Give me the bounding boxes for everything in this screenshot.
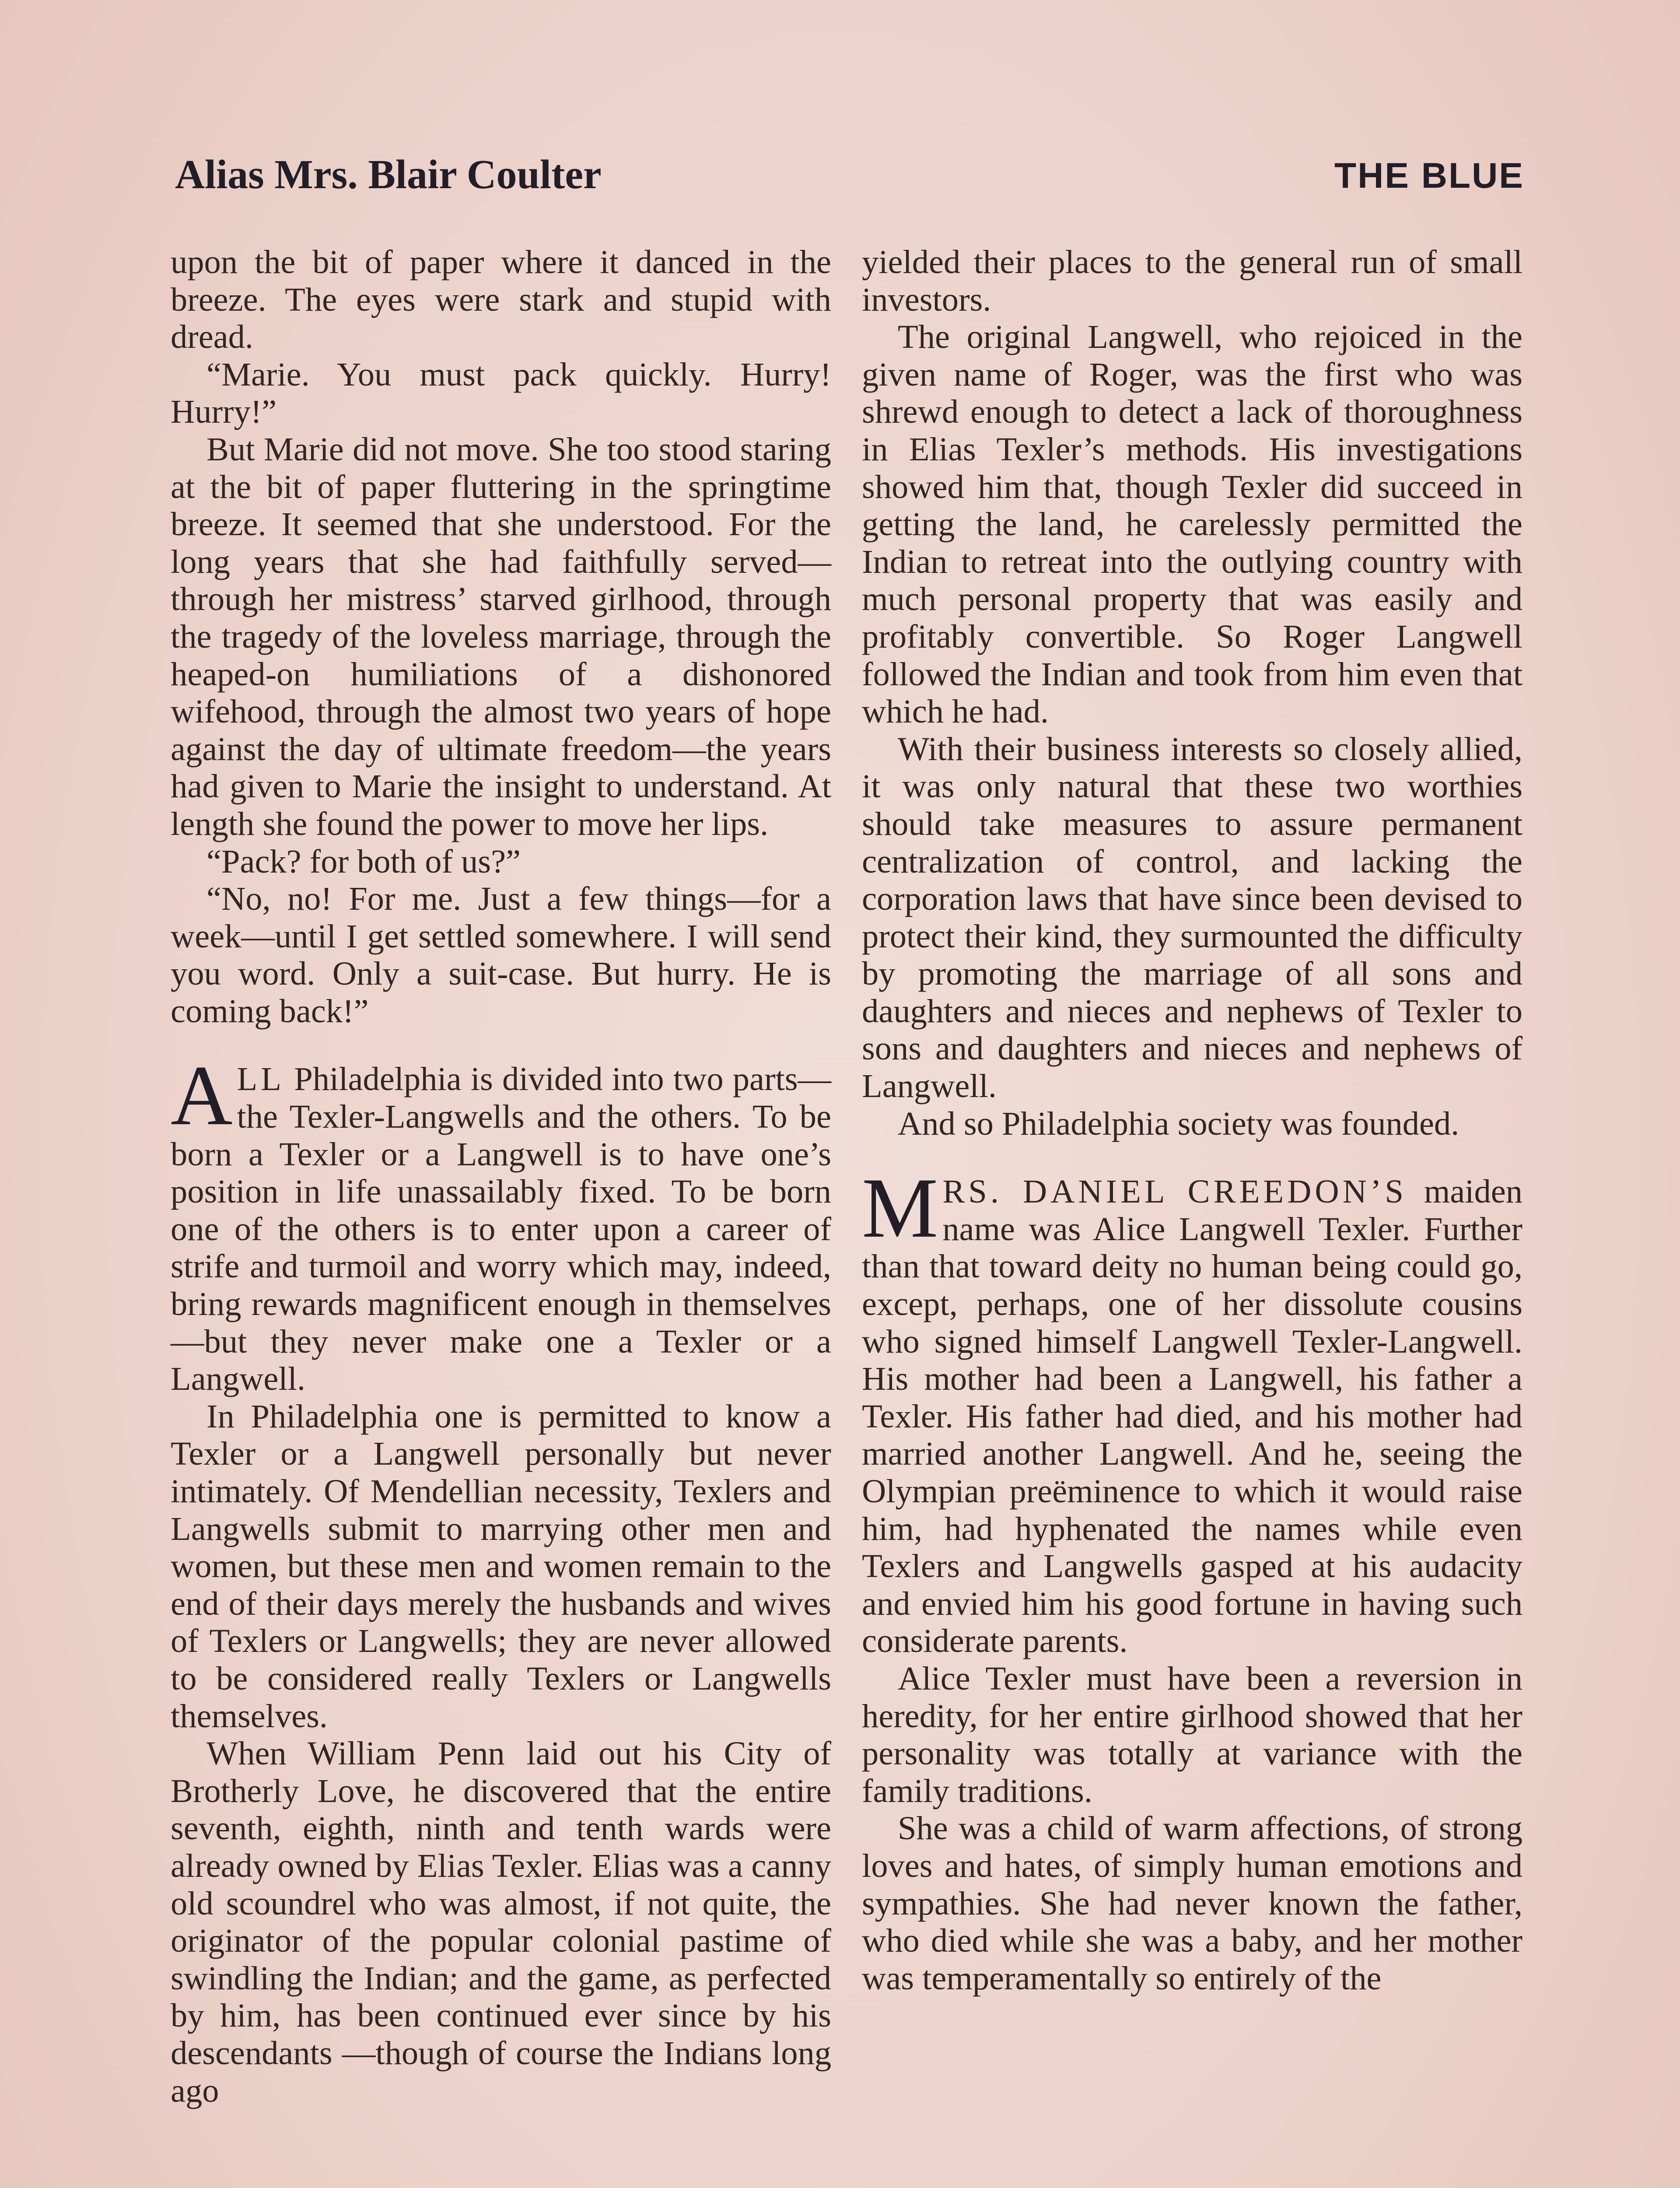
paragraph: yielded their places to the general run of small investors.: [862, 243, 1522, 318]
paragraph: “Marie. You must pack quickly. Hurry! Hurry!”: [171, 355, 831, 431]
left-column: [171, 243, 831, 2109]
paragraph: When William Penn laid out his City of Brotherly Love, he discovered that the entire seventh, eighth, ninth and tenth wards were already owned by Elias Texler. Elias was a canny old scoundrel who was almost, if not quite, the originator of the popular colonial pastime of swindling the Indian; and the game, as perfected by him, has been continued ever since by his descendants —though of course the Indians long ago: [171, 1735, 831, 2109]
paragraph: Alice Texler must have been a reversion in heredity, for her entire girlhood showed that her personality was totally at variance with the family traditions.: [862, 1659, 1522, 1809]
section-opening-paragraph: [862, 1161, 1523, 1660]
paragraph-text: maiden name was Alice Langwell Texler. Further than that toward deity no human being could go, except, perhaps, one of her dissolute cousins who signed himself Langwell Texler-Langwell. His mother had been a Langwell, his father a Texler. His father had died, and his mother had married another Langwell. And he, seeing the Olympian preëminence to which it would raise him, had hyphenated the names while even Texlers and Langwells gasped at his audacity and envied him his good fortune in having such considerate parents.: [862, 1173, 1523, 1660]
paragraph: And so Philadelphia society was founded.: [898, 1105, 1460, 1142]
paragraph: She was a child of warm affections, of strong loves and hates, of simply human emotions and sympathies. She had never known the father, who died while she was a baby, and her mother was temperamentally so entirely of the: [862, 1809, 1522, 1997]
section-opening-paragraph: [171, 1048, 831, 1398]
paragraph: “Pack? for both of us?”: [206, 842, 521, 880]
drop-cap: M: [862, 1161, 938, 1256]
paragraph-text: Philadelphia is divided into two parts—the Texler-Langwells and the others. To be born a Texler or a Langwell is to have one’s position in life unassailably fixed. To be born one of the others is to enter upon a career of strife and turmoil and worry which may, indeed, bring rewards magnificent enough in themselves—but they never make one a Texler or a Langwell.: [171, 1060, 831, 1398]
paragraph: “No, no! For me. Just a few things—for a week—until I get settled somewhere. I will send you word. Only a suit-case. But hurry. He is coming back!”: [171, 880, 831, 1030]
section-break: [171, 1030, 831, 1060]
paragraph: But Marie did not move. She too stood staring at the bit of paper fluttering in the springtime breeze. It seemed that she understood. For the long years that she had faithfully served—through her mistress’ starved girlhood, through the tragedy of the loveless marriage, through the heaped-on humiliations of a dishonored wifehood, through the almost two years of hope against the day of ultimate freedom—the years had given to Marie the insight to understand. At length she found the power to move her lips.: [171, 430, 831, 842]
lead-in: RS. DANIEL CREEDON’S: [942, 1173, 1407, 1210]
running-title: Alias Mrs. Blair Coulter: [175, 152, 602, 197]
paragraph: upon the bit of paper where it danced in the breeze. The eyes were stark and stupid with dread.: [171, 243, 831, 356]
lead-in: LL: [237, 1060, 285, 1098]
magazine-title: THE BLUE: [1334, 156, 1524, 196]
paragraph: In Philadelphia one is permitted to know a Texler or a Langwell personally but never intimately. Of Mendellian necessity, Texlers and Langwells submit to marrying other men and women, but these men and women remain to the end of their days merely the husbands and wives of Texlers or Langwells; they are never allowed to be considered really Texlers or Langwells themselves.: [171, 1397, 831, 1735]
paragraph: The original Langwell, who rejoiced in the given name of Roger, was the first who was shrewd enough to detect a lack of thoroughness in Elias Texler’s methods. His investigations showed him that, though Texler did succeed in getting the land, he carelessly permitted the Indian to retreat into the outlying country with much personal property that was easily and profitably convertible. So Roger Langwell followed the Indian and took from him even that which he had.: [862, 318, 1522, 730]
paragraph: With their business interests so closely allied, it was only natural that these two worthies should take measures to assure permanent centralization of control, and lacking the corporation laws that have since been devised to protect their kind, they surmounted the difficulty by promoting the marriage of all sons and daughters and nieces and nephews of Texler to sons and daughters and nieces and nephews of Langwell.: [862, 730, 1522, 1105]
section-break: [862, 1142, 1522, 1173]
right-column: [862, 243, 1522, 1997]
drop-cap: A: [171, 1048, 233, 1143]
